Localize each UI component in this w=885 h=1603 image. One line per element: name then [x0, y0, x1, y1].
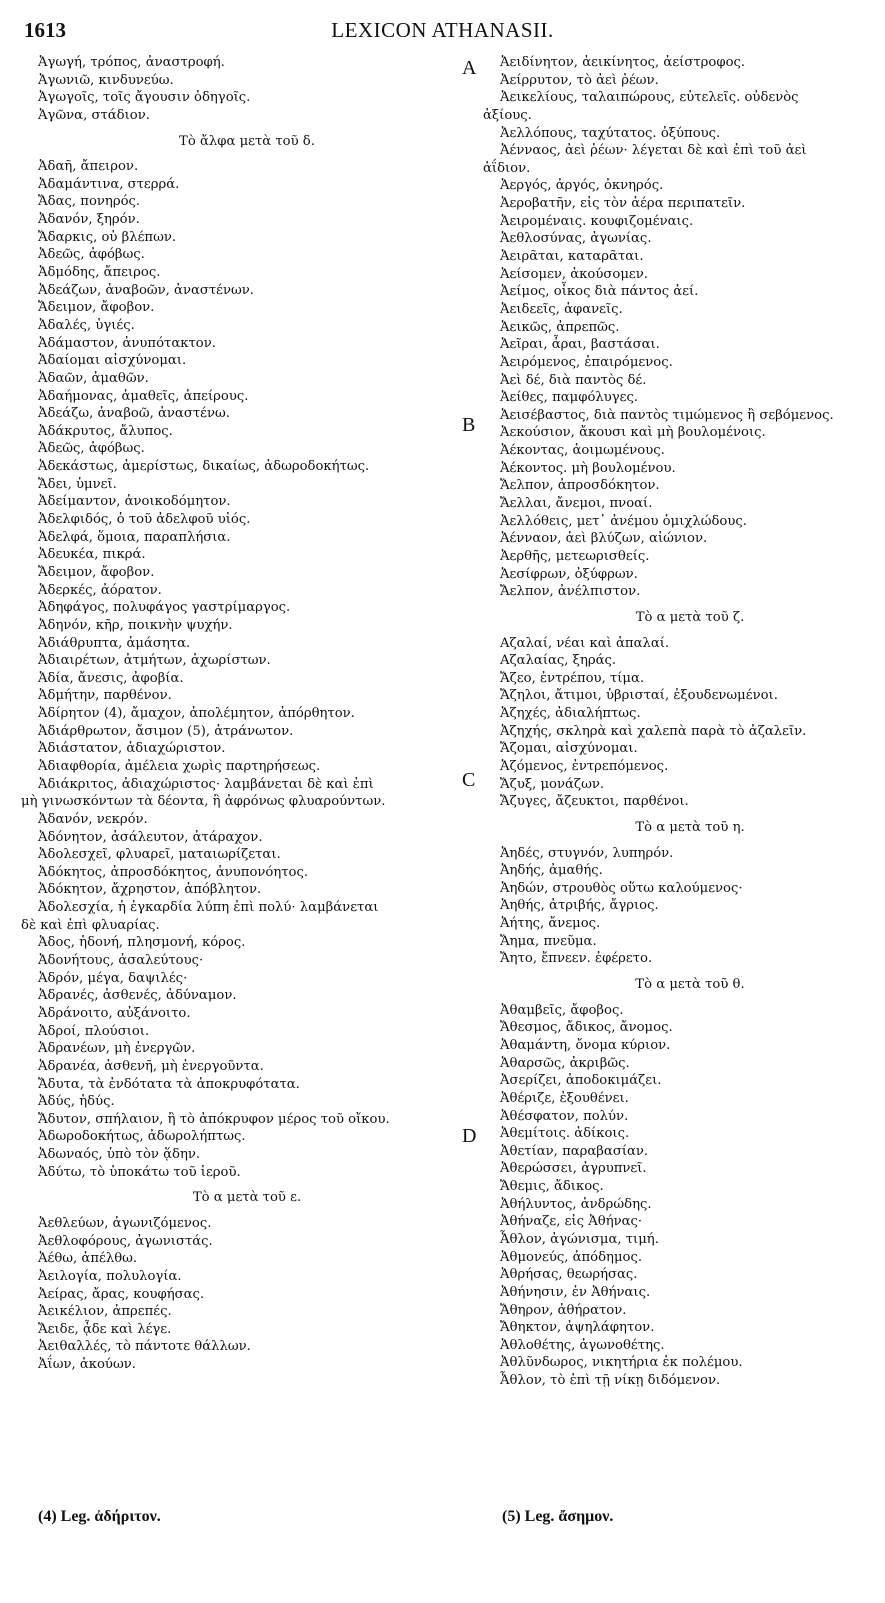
- entry-line: Ἄελλαι, ἄνεμοι, πνοαί.: [500, 496, 653, 512]
- entry-line: Ἀείρρυτον, τὸ ἀεὶ ῥέων.: [500, 72, 659, 88]
- entry-line: Ἄδυτα, τὰ ἐνδότατα τὰ ἀποκρυφότατα.: [38, 1076, 300, 1092]
- entry-line: Ἄζυξ, μονάζων.: [500, 776, 605, 792]
- entry-continuation: ἀΐδιον.: [483, 160, 531, 176]
- entry-line: Ἀδίρητον (4), ἄμαχον, ἀπολέμητον, ἀπόρθητον.: [38, 706, 355, 722]
- entry-line: Ἀείρας, ἄρας, κουφήσας.: [38, 1286, 205, 1302]
- entry-line: Ἀδάκρυτος, ἄλυπος.: [38, 423, 173, 439]
- footnote-5: (5) Leg. ἄσημον.: [502, 1508, 614, 1525]
- entry-line: Ἀγωνιῶ, κινδυνεύω.: [38, 72, 174, 88]
- entry-line: Ἀεισέβαστος, διὰ παντὸς τιμώμενος ἢ σεβόμενος.: [500, 407, 834, 423]
- entry-line: Ἀεροβατῆν, εἰς τὸν ἀέρα περιπατεῖν.: [500, 196, 746, 212]
- entry-line: Ἀελλόθεις, μετ᾿ ἀνέμου ὁμιχλώδους.: [500, 513, 747, 529]
- entry-line: Ἀελλόπους, ταχύτατος. ὀξύπους.: [500, 125, 721, 141]
- entry-line: Ἀείσομεν, ἀκούσομεν.: [500, 266, 648, 282]
- entry-line: Ἀειδεεῖς, ἀφανεῖς.: [500, 301, 623, 317]
- entry-line: Ἀθεμίτοις. ἀδίκοις.: [500, 1126, 630, 1142]
- margin-marker-c: C: [462, 769, 476, 791]
- entry-continuation: δὲ καὶ ἐπὶ φλυαρίας.: [21, 917, 160, 933]
- entry-line: Αζαλαί, νέαι καὶ ἁπαλαί.: [500, 635, 670, 651]
- entry-line: Ἄδει, ὑμνεῖ.: [38, 476, 117, 492]
- entry-line: Ἀείθες, παμφόλυγες.: [500, 390, 639, 406]
- entry-line: Ἀθμονεύς, ἀπόδημος.: [500, 1249, 643, 1265]
- entry-line: Ἀειλογία, πολυλογία.: [38, 1268, 182, 1284]
- entry-line: Ἀδείμαντον, ἀνοικοδόμητον.: [38, 494, 231, 510]
- page-header: [0, 18, 885, 48]
- entry-line: Ἀδμήτην, παρθένον.: [38, 688, 172, 704]
- entry-line: Ἄθηρον, ἀθήρατον.: [500, 1302, 627, 1318]
- entry-line: Ἀδαῆ, ἄπειρον.: [38, 159, 139, 175]
- entry-line: Ἄζυγες, ἄζευκτοι, παρθένοι.: [500, 794, 689, 810]
- footnote-4: (4) Leg. ἀδήριτον.: [38, 1508, 161, 1525]
- entry-line: Ἀδανόν, ξηρόν.: [38, 212, 140, 228]
- entry-line: Ἄζηλοι, ἄτιμοι, ὑβρισταί, ἐξουδενωμένοι.: [500, 688, 778, 704]
- entry-line: Ἀεκούσιον, ἄκουσι καὶ μὴ βουλομένοις.: [500, 425, 766, 441]
- entry-line: Ἀεικελίους, ταλαιπώρους, εὐτελεῖς. οὐδενὸς: [500, 90, 799, 106]
- page-number: 1613: [24, 18, 66, 42]
- entry-line: Ἀθέσφατον, πολύν.: [500, 1108, 629, 1124]
- entry-line: Ἄελπον, ἀπροσδόκητον.: [500, 478, 660, 494]
- entry-line: Ἀειδίνητον, ἀεικίνητος, ἀείστροφος.: [500, 55, 746, 70]
- entry-line: Ἀέκοντος. μὴ βουλομένου.: [500, 460, 676, 476]
- entry-line: Ἀθαμβεῖς, ἄφοβος.: [500, 1002, 624, 1018]
- entry-line: Ἀεργός, ἀργός, ὀκνηρός.: [500, 178, 664, 194]
- entry-line: Ἄδειμον, ἄφοβον.: [38, 564, 155, 580]
- entry-line: Ἀεσίφρων, ὀξύφρων.: [500, 566, 638, 582]
- entry-line: Ἀθλῦνδωρος, νικητήρια ἐκ πολέμου.: [500, 1355, 743, 1371]
- entry-line: Ἀηδών, στρουθὸς οὕτω καλούμενος·: [500, 880, 743, 896]
- entry-line: Ἀθέριζε, ἐξουθένει.: [500, 1090, 629, 1106]
- entry-continuation: ἀξίους.: [483, 107, 532, 123]
- entry-line: Ἀέκοντας, ἀοιμωμένους.: [500, 443, 665, 459]
- entry-line: Ἀδωναός, ὑπὸ τὸν ᾅδην.: [38, 1147, 201, 1163]
- entry-line: Ἆθλον, τὸ ἐπὶ τῇ νίκῃ διδόμενον.: [500, 1373, 721, 1389]
- entry-line: Ἀήτης, ἄνεμος.: [500, 916, 601, 932]
- entry-line: Ἄδαρκις, οὐ βλέπων.: [38, 229, 177, 245]
- entry-line: Ἄειδε, ᾆδε καὶ λέγε.: [38, 1321, 172, 1337]
- entry-line: Ἀδεάζων, ἀναβοῶν, ἀναστένων.: [38, 282, 254, 298]
- entry-line: Ἀεικέλιον, ἀπρεπές.: [38, 1304, 172, 1320]
- entry-line: Ἀεικῶς, ἀπρεπῶς.: [500, 319, 620, 335]
- entry-line: Ἀδαλές, ὑγιές.: [38, 317, 135, 333]
- entry-line: Ἀθήλυντος, ἀνδρώδης.: [500, 1196, 652, 1212]
- entry-line: Ἀηδής, ἀμαθής.: [500, 863, 603, 879]
- margin-marker-a: A: [462, 57, 477, 79]
- entry-line: Ἀγῶνα, στάδιον.: [38, 107, 150, 123]
- entry-line: Ἀγωγή, τρόπος, ἀναστροφή.: [38, 55, 225, 70]
- entry-line: Ἀδαήμονας, ἀμαθεῖς, ἀπείρους.: [38, 388, 249, 404]
- entry-line: Ἀθλοθέτης, ἀγωνοθέτης.: [500, 1337, 665, 1353]
- entry-line: Ἀδεῶς, ἀφόβως.: [38, 441, 145, 457]
- entry-line: Ἀδεῶς, ἀφόβως.: [38, 247, 145, 263]
- entry-line: Ἀδιάρθρωτον, ἄσιμον (5), ἀτράνωτον.: [38, 723, 294, 739]
- entry-line: Ἀθαρσῶς, ἀκριβῶς.: [500, 1055, 630, 1071]
- entry-line: Ἀεθλοφόρους, ἀγωνιστάς.: [38, 1233, 213, 1249]
- entry-line: Ἀειρόμενος, ἐπαιρόμενος.: [500, 354, 673, 370]
- entry-line: Ἀδηνόν, κῆρ, ποικνὴν ψυχήν.: [38, 617, 233, 633]
- entry-line: Ἀδελφιδός, ὁ τοῦ ἀδελφοῦ υἱός.: [38, 512, 251, 528]
- left-column: [21, 54, 456, 1374]
- margin-marker-d: D: [462, 1125, 477, 1147]
- entry-line: Ἄδειμον, ἄφοβον.: [38, 300, 155, 316]
- entry-line: Ἀείμος, οἶκος διὰ πάντος ἀεί.: [500, 284, 699, 300]
- entry-line: Ἀδαῶν, ἀμαθῶν.: [38, 370, 149, 386]
- entry-line: Ἀέθω, ἀπέλθω.: [38, 1251, 138, 1267]
- entry-line: Ἀδύτω, τὸ ὑποκάτω τοῦ ἱεροῦ.: [38, 1164, 241, 1180]
- section-heading: Τὸ α μετὰ τοῦ θ.: [635, 977, 745, 993]
- entry-line: Ἆθλον, ἀγώνισμα, τιμή.: [500, 1232, 659, 1247]
- entry-line: Ἄθεσμος, ἄδικος, ἄνομος.: [500, 1020, 673, 1036]
- entry-line: Ἄζεο, ἐντρέπου, τίμα.: [500, 670, 645, 686]
- entry-line: Ἀδιάστατον, ἀδιαχώριστον.: [38, 741, 226, 757]
- entry-line: Ἀδανόν, νεκρόν.: [38, 811, 148, 827]
- entry-line: Ἀδελφά, ὅμοια, παραπλήσια.: [38, 529, 231, 545]
- entry-line: Ἀδροί, πλούσιοι.: [38, 1023, 150, 1039]
- entry-line: Ἀδωροδοκήτως, ἀδωρολήπτως.: [38, 1129, 246, 1145]
- entry-line: Ἀδαμάντινα, στερρά.: [38, 176, 180, 192]
- entry-line: Ἀδρανές, ἀσθενές, ἀδύναμον.: [38, 988, 237, 1004]
- entry-line: Αζαλαίας, ξηράς.: [500, 653, 617, 669]
- entry-line: Ἄδυτον, σπήλαιον, ἢ τὸ ἀπόκρυφον μέρος τοῦ οἴκου.: [38, 1111, 390, 1127]
- entry-line: Ἄητο, ἔπνεεν. ἐφέρετο.: [500, 951, 653, 967]
- section-heading: Τὸ α μετὰ τοῦ η.: [635, 819, 745, 835]
- entry-line: Ἀθερώσσει, ἀγρυπνεῖ.: [500, 1161, 647, 1177]
- entry-line: Ἀένναος, ἀεὶ ῥέων· λέγεται δὲ καὶ ἐπὶ τοῦ ἀεὶ: [500, 143, 807, 159]
- section-heading: Τὸ α μετὰ τοῦ ε.: [192, 1190, 302, 1206]
- entry-line: Ἀηδές, στυγνόν, λυπηρόν.: [500, 845, 674, 861]
- margin-marker-b: B: [462, 414, 476, 436]
- entry-line: Ἀγωγοῖς, τοῖς ἄγουσιν ὁδηγοῖς.: [38, 90, 251, 106]
- entry-line: Ἄδας, πονηρός.: [38, 194, 141, 210]
- entry-line: Ἀθρήσας, θεωρήσας.: [500, 1267, 638, 1283]
- entry-line: Ἄημα, πνεῦμα.: [500, 933, 597, 949]
- entry-line: Ἀένναον, ἀεὶ βλύζων, αἰώνιον.: [500, 531, 708, 547]
- entry-line: Ἀδάμαστον, ἀνυπότακτον.: [38, 335, 216, 351]
- entry-line: Ἀδονήτους, ἀσαλεύτους·: [38, 953, 204, 969]
- entry-line: Ἀδόκητος, ἀπροσδόκητος, ἀνυπονόητος.: [38, 864, 309, 880]
- entry-line: Ἀηθής, ἀτριβής, ἄγριος.: [500, 898, 659, 914]
- entry-line: Ἀδερκές, ἀόρατον.: [38, 582, 162, 598]
- entry-line: Ἄελπον, ἀνέλπιστον.: [500, 584, 641, 600]
- entry-line: Ἀΐων, ἀκούων.: [38, 1357, 136, 1373]
- entry-line: Ἀεὶ δέ, διὰ παντὸς δέ.: [500, 372, 647, 388]
- entry-line: Ἀειρομέναις. κουφιζομέναις.: [500, 213, 694, 229]
- entry-line: Ἀδμόδης, ἄπειρος.: [38, 265, 161, 281]
- entry-line: Ἀεθλοσύνας, ἀγωνίας.: [500, 231, 652, 247]
- entry-line: Ἀδρανέων, μὴ ἐνεργῶν.: [38, 1041, 196, 1057]
- entry-line: Ἀδιάθρυπτα, ἀμάσητα.: [38, 635, 191, 651]
- entry-line: Ἀειθαλλές, τὸ πάντοτε θάλλων.: [38, 1339, 251, 1355]
- entry-line: Ἀζηχές, ἀδιαλήπτως.: [500, 706, 641, 722]
- section-heading: Τὸ α μετὰ τοῦ ζ.: [635, 609, 745, 625]
- entry-line: Ἀζόμενος, ἐντρεπόμενος.: [500, 758, 669, 774]
- entry-line: Ἀθήνησιν, ἐν Ἀθήναις.: [500, 1284, 651, 1300]
- entry-line: Ἀδράνοιτο, αὐξάνοιτο.: [38, 1005, 191, 1021]
- entry-line: Ἀδαίομαι αἰσχύνομαι.: [38, 353, 187, 369]
- entry-line: Ἀδιαιρέτων, ἀτμήτων, ἀχωρίστων.: [38, 653, 271, 669]
- entry-line: Ἀδεάζω, ἀναβοῶ, ἀναστένω.: [38, 406, 230, 422]
- entry-line: Ἀεῖραι, ἆραι, βαστάσαι.: [500, 337, 660, 353]
- entry-line: Ἀδηφάγος, πολυφάγος γαστρίμαργος.: [38, 600, 291, 616]
- section-heading: Τὸ ἄλφα μετὰ τοῦ δ.: [179, 133, 315, 149]
- entry-line: Ἀδρανέα, ἀσθενῆ, μὴ ἐνεργοῦντα.: [38, 1058, 264, 1074]
- entry-line: Ἀσερίζει, ἀποδοκιμάζει.: [500, 1073, 662, 1089]
- entry-line: Ἀδολεσχεῖ, φλυαρεῖ, ματαιωρίζεται.: [38, 847, 281, 863]
- entry-line: Ἀδος, ἡδονή, πλησμονή, κόρος.: [38, 935, 246, 951]
- entry-line: Ἀθετίαν, παραβασίαν.: [500, 1143, 649, 1159]
- entry-line: Ἀδολεσχία, ἡ ἐγκαρδία λύπη ἐπὶ πολύ· λαμβάνεται: [38, 900, 379, 916]
- entry-line: Ἀδευκέα, πικρά.: [38, 547, 146, 563]
- right-column: [483, 54, 880, 1390]
- entry-line: Ἀθαμάντη, ὄνομα κύριον.: [500, 1037, 671, 1053]
- entry-line: Ἀδιάκριτος, ἀδιαχώριστος· λαμβάνεται δὲ καὶ ἐπὶ: [38, 776, 374, 792]
- entry-line: Ἀδόνητον, ἀσάλευτον, ἀτάραχον.: [38, 829, 263, 845]
- entry-line: Ἀερθῆς, μετεωρισθείς.: [500, 548, 650, 564]
- entry-line: Ἀδόκητον, ἄχρηστον, ἀπόβλητον.: [38, 882, 262, 898]
- entry-line: Ἀζηχής, σκληρὰ καὶ χαλεπὰ παρὰ τὸ ἀζαλεῖν.: [500, 723, 807, 739]
- entry-line: Ἄζομαι, αἰσχύνομαι.: [500, 741, 638, 757]
- entry-line: Ἀδεκάστως, ἀμερίστως, δικαίως, ἀδωροδοκήτως.: [38, 459, 370, 475]
- entry-line: Ἀδύς, ἡδύς.: [38, 1094, 115, 1110]
- entry-line: Ἀεθλεύων, ἀγωνιζόμενος.: [38, 1216, 212, 1231]
- entry-line: Ἀδρόν, μέγα, δαψιλές·: [38, 970, 188, 986]
- entry-line: Ἀθήναζε, εἰς Ἀθήνας·: [500, 1214, 643, 1230]
- entry-line: Ἀειρᾶται, καταρᾶται.: [500, 249, 644, 265]
- entry-line: Ἀδία, ἄνεσις, ἀφοβία.: [38, 670, 184, 686]
- entry-line: Ἄθεμις, ἄδικος.: [500, 1179, 604, 1195]
- entry-line: Ἀδιαφθορία, ἀμέλεια χωρὶς παρτηρήσεως.: [38, 758, 321, 774]
- entry-line: Ἄθηκτον, ἀψηλάφητον.: [500, 1320, 655, 1336]
- page-title: LEXICON ATHANASII.: [331, 18, 554, 42]
- entry-continuation: μὴ γινωσκόντων τὰ δέοντα, ἢ ἀφρόνως φλυαρούντων.: [21, 794, 386, 810]
